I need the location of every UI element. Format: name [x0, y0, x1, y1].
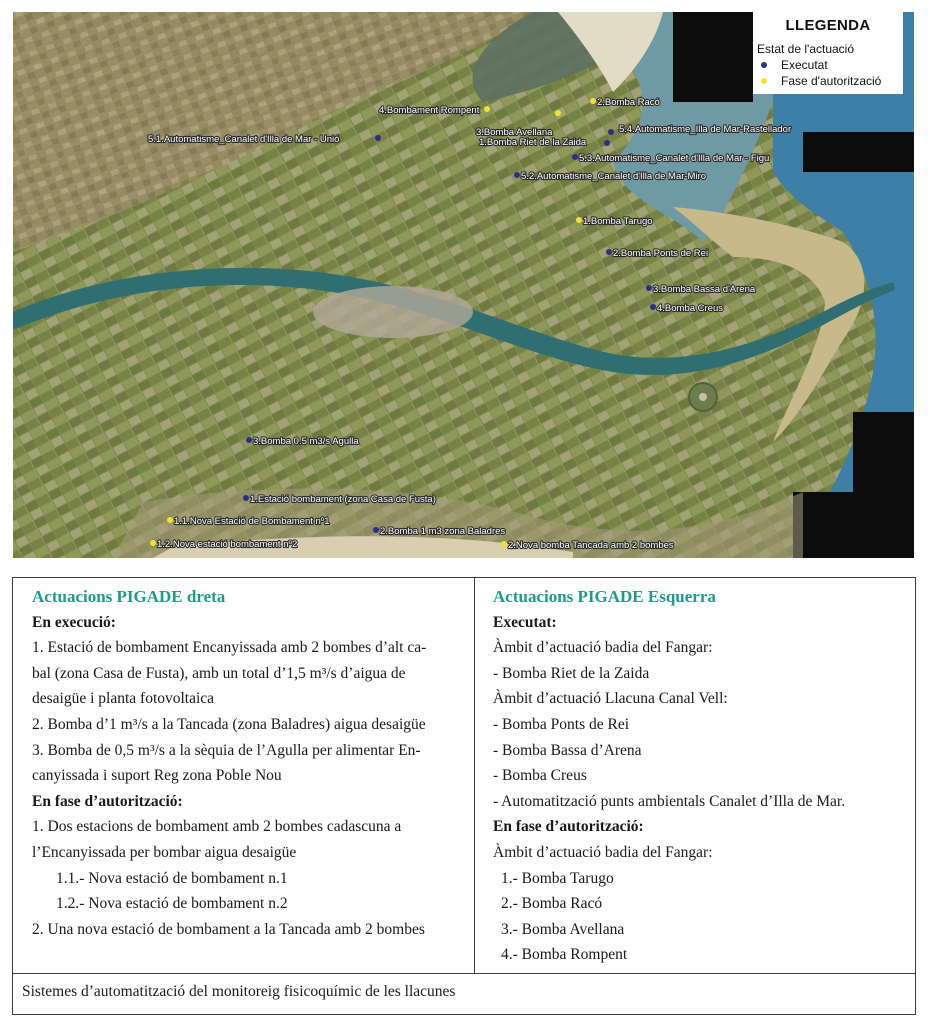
right-item-line: - Automatització punts ambientals Canalet d’Illa de Mar. [493, 792, 846, 810]
map-point-label: 1.1.Nova Estació de Bombament nº1 [174, 516, 330, 527]
map-point-marker [650, 304, 656, 310]
map-point-marker [590, 98, 596, 104]
map-point-label: 4.Bomba Creus [657, 303, 724, 314]
right-item-line: Àmbit d’actuació Llacuna Canal Vell: [493, 690, 728, 708]
map-point-label: 5.3.Automatisme_Canalet d'Illa de Mar - Figu [579, 153, 770, 164]
right-item-line: - Bomba Bassa d’Arena [493, 741, 642, 759]
legend-item-executed [761, 58, 828, 72]
map-point-label: 2.Nova bomba Tancada amb 2 bombes [508, 540, 674, 551]
column-divider [474, 577, 475, 973]
map-point-label: 2.Bomba Ponts de Rei [613, 248, 709, 259]
right-item-line: Àmbit d’actuació badia del Fangar: [493, 843, 713, 861]
map-point-label: 3.Bomba Bassa d'Arena [653, 284, 756, 295]
legend-item-authorization [761, 74, 881, 88]
left-item-line: 3. Bomba de 0,5 m³/s a la sèquia de l’Agulla per alimentar En- [32, 741, 421, 759]
right-subitem: 1.- Bomba Tarugo [501, 869, 614, 887]
authorization-dot-icon [761, 78, 767, 84]
map-point-marker [514, 172, 520, 178]
map-point-marker [484, 106, 490, 112]
left-section-authorization: En fase d’autorització: [32, 792, 183, 810]
map-point-label: 1.Estació bombament (zona Casa de Fusta) [250, 494, 436, 505]
map-point-marker [246, 437, 252, 443]
right-subitem: 3.- Bomba Avellana [501, 920, 625, 938]
map-point-label: 1.2.Nova estació bombament nº2 [157, 539, 298, 550]
left-item-line: 1. Dos estacions de bombament amb 2 bombes cadascuna a [32, 818, 402, 836]
map-point-label: 1.Bomba Tarugo [583, 216, 653, 227]
left-item-line: l’Encanyissada per bombar aigua desaigüe [32, 843, 297, 861]
map-point-marker [243, 495, 249, 501]
map-point-label: 3.Bomba 0.5 m3/s Agulla [253, 436, 359, 447]
left-item-line: 2. Bomba d’1 m³/s a la Tancada (zona Baladres) aigua desaigüe [32, 715, 426, 733]
map-point-marker [608, 129, 614, 135]
map-point-marker [373, 527, 379, 533]
legend-title: LLEGENDA [785, 17, 871, 34]
map-point-label: 5.4.Automatisme_Illa de Mar-Rastellador [619, 124, 792, 135]
map-point-label: 5.2.Automatisme_Canalet d'Illa de Mar-Miro [521, 171, 707, 182]
right-subitem: 2.- Bomba Racó [501, 895, 603, 913]
left-subitem: 1.2.- Nova estació de bombament n.2 [56, 895, 288, 913]
footer-divider [12, 973, 916, 974]
map-point-marker [555, 110, 561, 116]
executed-dot-icon [761, 62, 767, 68]
right-title: Actuacions PIGADE Esquerra [493, 587, 716, 606]
right-item-line: - Bomba Riet de la Zaida [493, 664, 650, 682]
right-section-executed: Executat: [493, 613, 557, 631]
right-column [493, 584, 903, 968]
legend-subtitle: Estat de l'actuació [757, 42, 855, 56]
left-title: Actuacions PIGADE dreta [32, 587, 226, 606]
right-item-line: - Bomba Ponts de Rei [493, 715, 630, 733]
left-section-executing: En execució: [32, 613, 116, 631]
left-item-line: canyissada i suport Reg zona Poble Nou [32, 767, 282, 785]
footer-text: Sistemes d’automatització del monitoreig fisicoquímic de les llacunes [22, 983, 456, 1000]
right-item-line: Àmbit d’actuació badia del Fangar: [493, 639, 713, 657]
right-subitem: 4.- Bomba Rompent [501, 946, 628, 964]
map-point-label: 2.Bomba Racó [597, 97, 660, 108]
legend-item-label: Executat [781, 58, 828, 72]
map-point-marker [150, 540, 156, 546]
left-item-line: bal (zona Casa de Fusta), amb un total d’1,5 m³/s d’aigua de [32, 664, 406, 682]
map-point-marker [375, 135, 381, 141]
map-point-label: 4.Bombament Rompent [379, 105, 480, 116]
map-point-marker [167, 517, 173, 523]
map-legend [753, 12, 903, 94]
right-section-authorization: En fase d’autorització: [493, 818, 644, 836]
map-point-label: 5.1.Automatisme_Canalet d'Illa de Mar - Unió [148, 134, 340, 145]
map-point-marker [501, 541, 507, 547]
left-item-line: 1. Estació de bombament Encanyissada amb 2 bombes d’alt ca- [32, 639, 427, 657]
left-column [32, 584, 462, 942]
map-point-label: 3.Bomba Avellana [476, 127, 553, 138]
left-subitem: 1.1.- Nova estació de bombament n.1 [56, 869, 288, 887]
right-item-line: - Bomba Creus [493, 767, 587, 785]
legend-item-label: Fase d'autorització [781, 74, 882, 88]
map-point-marker [604, 140, 610, 146]
left-item-line: desaigüe i planta fotovoltaica [32, 690, 215, 708]
map-point-marker [576, 217, 582, 223]
map-point-label: 2.Bomba 1 m3 zona Baladres [380, 526, 506, 537]
map-point-marker [606, 249, 612, 255]
map-point-marker [646, 285, 652, 291]
left-item-line: 2. Una nova estació de bombament a la Tancada amb 2 bombes [32, 920, 425, 938]
map-point-label: 1.Bomba Riet de la Zaida [479, 137, 587, 148]
map-point-marker [572, 154, 578, 160]
